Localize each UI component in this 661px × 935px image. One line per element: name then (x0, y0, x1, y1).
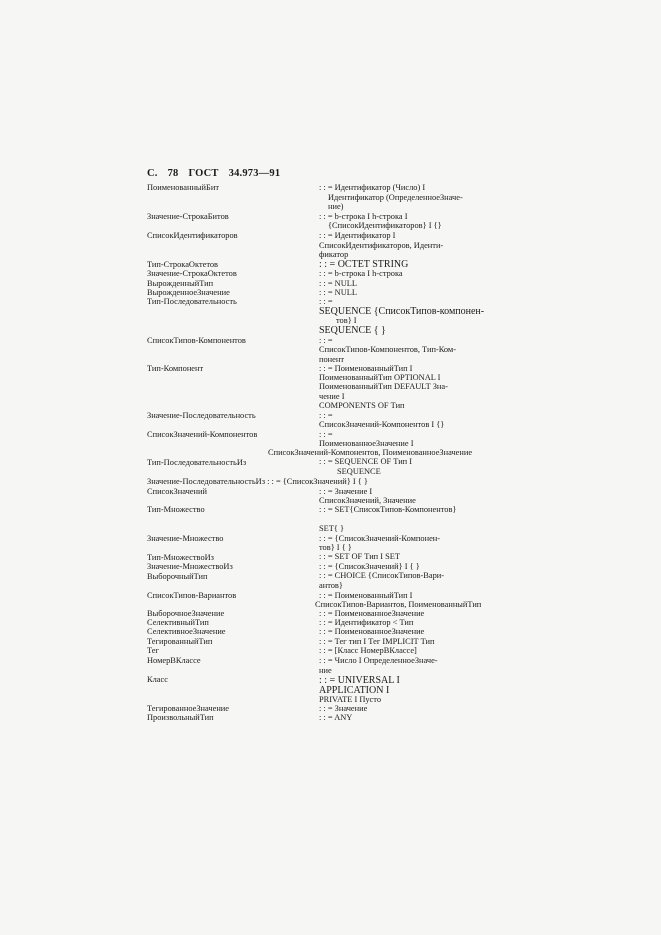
page-prefix: С. (147, 168, 158, 179)
rule-rhs-line: : : = CHOICE {СписокТипов-Вари- (319, 571, 445, 580)
rule-rhs-line: SEQUENCE { } (319, 325, 386, 336)
rule-lhs: ВырожденноеЗначение (147, 288, 230, 297)
rule-lhs: ПоименованныйБит (147, 183, 219, 192)
rule-rhs-line: : : = Значение I (319, 487, 373, 496)
rule-rhs-line: : : = NULL (319, 279, 357, 288)
rule-rhs-line: чение I (319, 392, 345, 401)
rule-rhs-line: : : = Число I ОпределенноеЗначе- (319, 656, 438, 665)
rule-rhs-line: : : = ПоименованноеЗначение (319, 609, 425, 618)
rule-rhs-line: : : = Тег тип I Тег IMPLICIT Тип (319, 637, 435, 646)
rule-lhs: ТегированноеЗначение (147, 704, 230, 713)
rule-lhs: Тег (147, 646, 159, 655)
rule-rhs-line: : : = Идентификатор I (319, 231, 396, 240)
rule-lhs: ПроизвольныйТип (147, 713, 214, 722)
rule-rhs-line: PRIVATE I Пусто (319, 695, 382, 704)
rule-lhs: Значение-СтрокаБитов (147, 212, 229, 221)
rule-rhs-line: : : = [Класс НомерВКлассе] (319, 646, 417, 655)
rule-rhs-line: : : = SET OF Тип I SET (319, 552, 401, 561)
rule-rhs-line: понент (319, 355, 345, 364)
rule-lhs: СписокТипов-Вариантов (147, 591, 237, 600)
rule-lhs: Значение-Последовательность (147, 411, 256, 420)
rule-lhs: СелективноеЗначение (147, 627, 226, 636)
rule-rhs-line: СписокЗначений, Значение (319, 496, 416, 505)
rule-lhs: ВыборочноеЗначение (147, 609, 225, 618)
rule-lhs: Тип-СтрокаОктетов (147, 260, 219, 269)
rule-rhs-line: СписокТипов-Компонентов, Тип-Ком- (319, 345, 456, 354)
rule-rhs-line: SEQUENCE (337, 467, 381, 476)
rule-rhs-line: : : = (319, 336, 333, 345)
rule-rhs-line: : : = (319, 411, 333, 420)
rule-rhs-line: : : = SEQUENCE OF Тип I (319, 457, 413, 466)
rule-lhs: Тип-МножествоИз (147, 553, 214, 562)
rule-rhs-line: тов} I { } (319, 543, 352, 552)
rule-lhs: Тип-Множество (147, 505, 205, 514)
page-number: 78 (167, 168, 179, 179)
rule-continuation: СписокЗначений-Компонентов, ПоименованноеЗначение (268, 448, 473, 457)
rule-lhs: Значение-ПоследовательностьИз : : = {СписокЗначений} I { } (147, 477, 368, 486)
rule-rhs-line: : : = ANY (319, 713, 353, 722)
rule-rhs-line: : : = {СписокЗначений-Компонен- (319, 534, 441, 543)
rule-lhs: Тип-Компонент (147, 364, 204, 373)
rule-lhs: СписокЗначений-Компонентов (147, 430, 258, 439)
rule-rhs-line: : : = Значение (319, 704, 368, 713)
rule-rhs-line: СписокИдентификаторов, Иденти- (319, 241, 444, 250)
rule-lhs: Тип-ПоследовательностьИз (147, 458, 247, 467)
rule-lhs: НомерВКлассе (147, 656, 201, 665)
rule-lhs: Тип-Последовательность (147, 297, 237, 306)
rule-rhs-line: SEQUENCE {СписокТипов-компонен- (319, 306, 485, 317)
rule-rhs-line: COMPONENTS OF Тип (319, 401, 405, 410)
rule-rhs-line: : : = Идентификатор (Число) I (319, 183, 426, 192)
rule-lhs: ВырожденныйТип (147, 279, 214, 288)
rule-rhs-line: : : = (319, 297, 333, 306)
rule-rhs-line: : : = Идентификатор < Тип (319, 618, 414, 627)
rule-lhs: СписокИдентификаторов (147, 231, 238, 240)
rule-rhs-line: ПоименованноеЗначение I (319, 439, 414, 448)
rule-rhs-line: : : = b-строка I h-строка (319, 269, 403, 278)
rule-continuation: СписокТипов-Вариантов, ПоименованныйТип (315, 600, 482, 609)
rule-rhs-line: антов} (319, 581, 343, 590)
rule-rhs-line: : : = NULL (319, 288, 357, 297)
rule-lhs: СелективныйТип (147, 618, 209, 627)
rule-lhs: СписокЗначений (147, 487, 207, 496)
rule-rhs-line: ние) (328, 202, 344, 211)
standard-label: ГОСТ (188, 168, 219, 179)
rule-rhs-line: ПоименованныйТип DEFAULT Зна- (319, 382, 448, 391)
doc-number: 34.973—91 (228, 168, 281, 179)
rule-rhs-line: : : = {СписокЗначений} I { } (319, 562, 420, 571)
rule-lhs: Класс (147, 675, 168, 684)
rule-rhs-line: : : = UNIVERSAL I (319, 675, 400, 686)
rule-rhs-line: : : = ПоименованныйТип I (319, 364, 413, 373)
rule-rhs-line: : : = OCTET STRING (319, 259, 409, 270)
rule-rhs-line: Идентификатор (ОпределенноеЗначе- (328, 193, 463, 202)
rule-rhs-line: : : = ПоименованныйТип I (319, 591, 413, 600)
rule-rhs-line: APPLICATION I (319, 685, 390, 696)
rule-rhs-line: ние (319, 666, 332, 675)
rule-rhs-line: : : = b-строка I h-строка I (319, 212, 408, 221)
rule-rhs-line: ПоименованныйТип OPTIONAL I (319, 373, 441, 382)
rule-rhs-line: {СписокИдентификаторов} I {} (328, 221, 442, 230)
rule-lhs: Значение-СтрокаОктетов (147, 269, 237, 278)
rule-rhs-line: : : = (319, 430, 333, 439)
rule-rhs-line: СписокЗначений-Компонентов I {} (319, 420, 445, 429)
rule-lhs: Значение-Множество (147, 534, 224, 543)
rule-rhs-line: : : = SET{СписокТипов-Компонентов} (319, 505, 457, 514)
rule-lhs: ТегированныйТип (147, 637, 213, 646)
rule-lhs: СписокТипов-Компонентов (147, 336, 246, 345)
rule-lhs: Значение-МножествоИз (147, 562, 233, 571)
rule-rhs-line: тов} I (336, 316, 357, 325)
rule-lhs: ВыборочныйТип (147, 572, 208, 581)
rule-rhs-line: : : = ПоименованноеЗначение (319, 627, 425, 636)
rule-rhs-line: фикатор (319, 250, 349, 259)
rule-rhs-line: SET{ } (319, 524, 345, 533)
